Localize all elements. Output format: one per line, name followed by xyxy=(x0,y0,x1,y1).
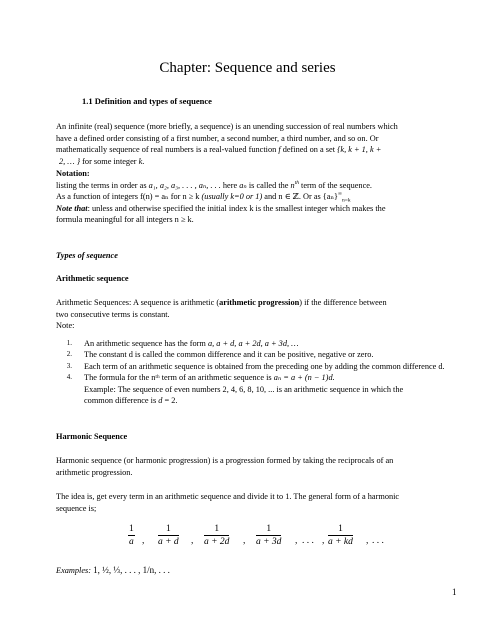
numerator: 1 xyxy=(256,524,281,536)
examples-values: 1, ½, ⅓, . . . , 1/n, . . . xyxy=(93,565,170,575)
text: Arithmetic Sequences: A sequence is arithmetic ( xyxy=(56,298,220,307)
numerator: 1 xyxy=(204,524,229,536)
comma: , xyxy=(243,536,246,546)
harmonic-definition xyxy=(56,455,456,478)
comma: , xyxy=(142,536,145,546)
text: ) if the difference between xyxy=(299,298,387,307)
harmonic-examples xyxy=(56,565,456,577)
subscript: n=k xyxy=(341,197,351,204)
text: listing the terms in order as xyxy=(56,180,149,190)
text: As a function of integers f(n) = aₙ for n ≥ k xyxy=(56,192,202,202)
intro-line xyxy=(56,156,456,168)
denominator: a + kd xyxy=(328,537,353,547)
intro-text: mathematically sequence of real numbers is a real-valued function xyxy=(56,145,279,155)
section-heading: 1.1 Definition and types of sequence xyxy=(82,96,212,106)
comma: , xyxy=(322,536,325,546)
text: is called the xyxy=(246,180,291,190)
numerator: 1 xyxy=(328,524,353,536)
item-number: 3. xyxy=(66,361,72,370)
item-math: aₙ = a + (n − 1)d. xyxy=(273,373,335,383)
numerator: 1 xyxy=(158,524,179,536)
ellipsis: . . . xyxy=(372,536,384,546)
example-line xyxy=(56,395,456,406)
item-text: The constant d is called the common difference and it can be positive, negative or zero. xyxy=(84,350,374,360)
math-set: {k, k + 1, k + xyxy=(337,145,382,155)
notation-line xyxy=(56,180,456,192)
item-text: The formula for the nᵗʰ term of an arithmetic sequence is xyxy=(84,373,274,383)
denominator: a + d xyxy=(158,537,179,547)
example-text: common difference is xyxy=(84,396,159,406)
usually-note: (usually k=0 or 1) xyxy=(201,192,263,202)
list-item xyxy=(56,349,456,360)
examples-label: Examples: xyxy=(56,566,92,575)
note-line: formula meaningful for all integers n ≥ k. xyxy=(56,215,194,225)
fraction xyxy=(256,524,281,547)
math-n: n xyxy=(290,180,295,190)
page-number: 1 xyxy=(452,587,457,597)
list-item xyxy=(56,372,456,383)
intro-text: for some integer xyxy=(80,156,139,166)
numerator: 1 xyxy=(129,524,134,534)
harmonic-heading: Harmonic Sequence xyxy=(56,432,128,441)
example-text: = 2. xyxy=(162,396,178,406)
note-text: : unless and otherwise specified the initial index k is the smallest integer which makes the xyxy=(87,203,386,213)
denominator: a + 2d xyxy=(204,537,230,547)
list-item xyxy=(56,338,456,349)
list-item xyxy=(56,361,456,372)
definition-line: Harmonic sequence (or harmonic progression) is a progression formed by taking the reciprocals of an xyxy=(56,456,394,465)
intro-line xyxy=(56,144,456,156)
idea-line: sequence is; xyxy=(56,503,97,513)
text: term of the sequence. xyxy=(298,180,373,190)
item-text: An arithmetic sequence has the form xyxy=(84,339,208,348)
ellipsis: . . . xyxy=(302,536,314,546)
item-number: 1. xyxy=(66,339,72,347)
item-math: a, a + d, a + 2d, a + 3d, … xyxy=(207,339,299,348)
arithmetic-definition xyxy=(56,297,456,332)
arithmetic-heading: Arithmetic sequence xyxy=(56,274,129,283)
text: here xyxy=(220,180,240,190)
idea-line: The idea is, get every term in an arithmetic sequence and divide it to 1. The general form of a harmonic xyxy=(56,492,400,501)
comma: , xyxy=(191,536,194,546)
example-line xyxy=(56,384,456,395)
arithmetic-notes-list xyxy=(56,338,456,406)
item-number: 2. xyxy=(66,350,72,359)
text: and n ∈ ℤ. Or as {aₙ} xyxy=(262,192,339,202)
page-title: Chapter: Sequence and series xyxy=(159,60,336,76)
math-th: th xyxy=(294,179,299,186)
fraction xyxy=(128,524,135,547)
item-number: 4. xyxy=(66,373,72,382)
math-k: k xyxy=(138,156,143,166)
denominator: a + 3d xyxy=(256,537,282,547)
comma: , xyxy=(295,536,298,546)
intro-paragraph xyxy=(56,121,456,167)
note-label: Note: xyxy=(56,321,75,331)
definition-line xyxy=(56,297,456,309)
denominator: a xyxy=(129,537,134,547)
note-line xyxy=(56,203,456,215)
intro-line: An infinite (real) sequence (more briefly, a sequence) is an unending succession of real numbers which xyxy=(56,122,398,131)
math-an: aₙ xyxy=(239,180,247,190)
math-f: f xyxy=(278,145,281,155)
math-d: d xyxy=(158,396,163,406)
notation-heading: Notation: xyxy=(56,169,90,178)
superscript: ∞ xyxy=(338,191,342,198)
notation-block xyxy=(56,168,456,226)
comma: , xyxy=(366,536,369,546)
fraction xyxy=(204,524,229,547)
period: . xyxy=(142,156,145,166)
example-text: Example: The sequence of even numbers 2, 4, 6, 8, 10, ... is an arithmetic sequence in which the xyxy=(84,384,404,394)
item-text: Each term of an arithmetic sequence is obtained from the preceding one by adding the common difference d. xyxy=(84,361,445,371)
fraction xyxy=(158,524,179,547)
harmonic-idea xyxy=(56,491,456,514)
math-terms: a₁, a₂, a₃, . . . , aₙ, . . . xyxy=(148,180,221,190)
fraction xyxy=(328,524,353,547)
definition-line: arithmetic progression. xyxy=(56,467,133,477)
intro-text: defined on a set xyxy=(280,145,338,155)
types-heading: Types of sequence xyxy=(56,251,118,260)
bold-term: arithmetic progression xyxy=(219,298,300,307)
definition-line: two consecutive terms is constant. xyxy=(56,309,170,319)
notation-line xyxy=(56,191,456,203)
note-label: Note that xyxy=(56,203,88,213)
math-set-end: 2, … } xyxy=(59,156,81,166)
intro-line: have a defined order consisting of a first number, a second number, a third number, and so on. Or xyxy=(56,133,379,143)
